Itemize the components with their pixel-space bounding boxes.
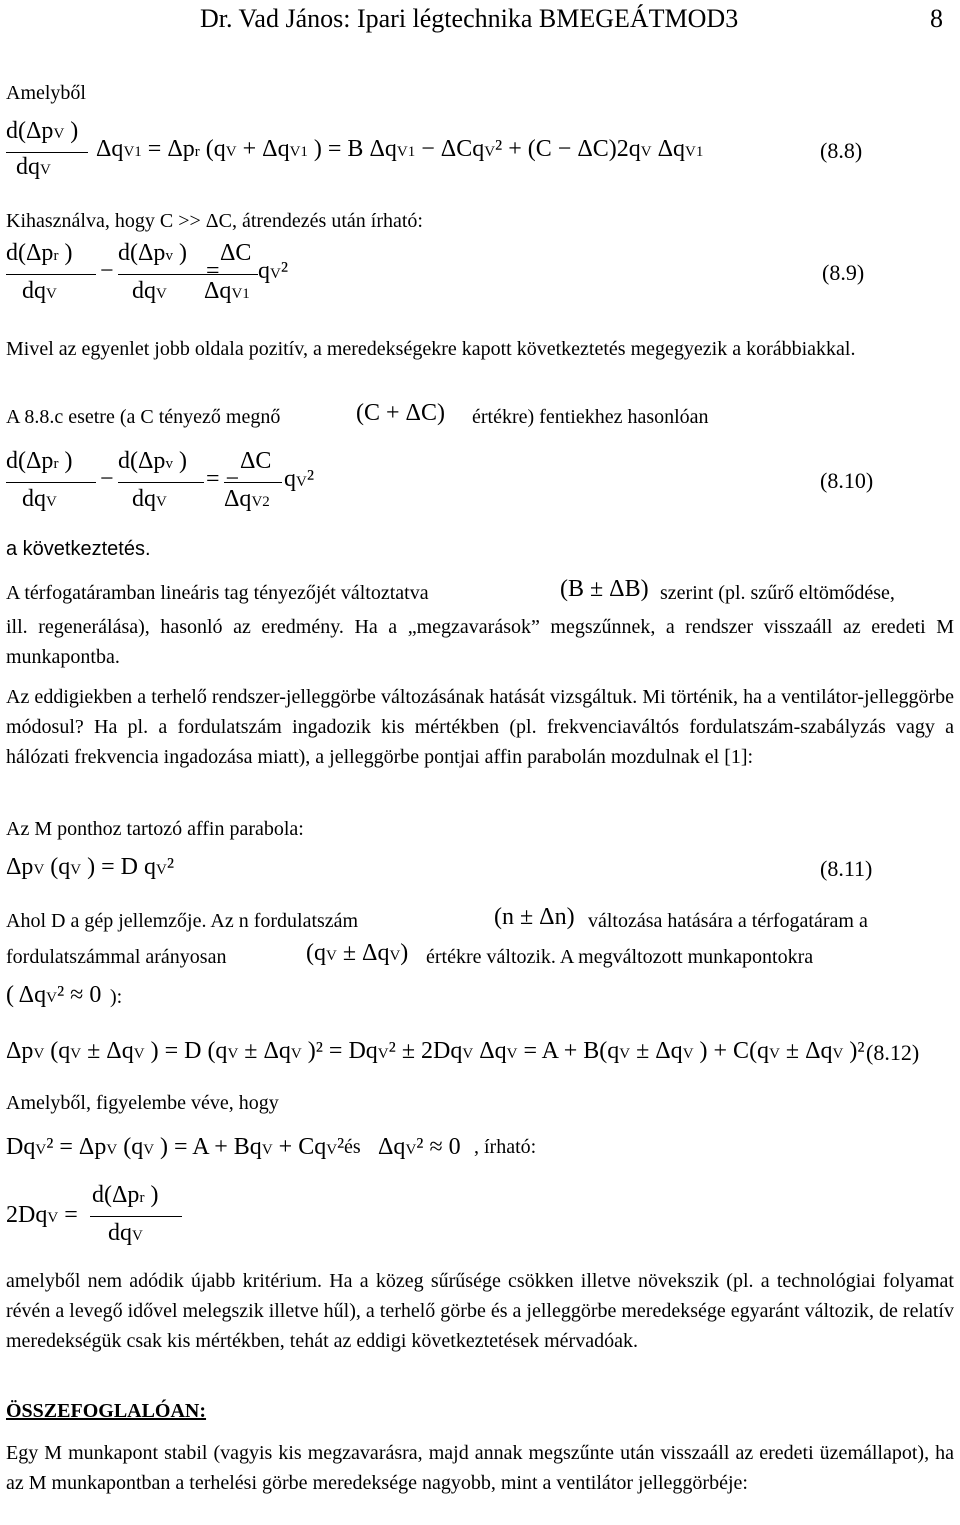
equation-number: (8.9) bbox=[822, 260, 865, 285]
paragraph-terfogat-line1: A térfogatáramban lineáris tag tényezőjét változtatva (B ± ΔB) szerint (pl. szűrő eltömődése, bbox=[6, 576, 895, 604]
page-header bbox=[0, 4, 960, 38]
paragraph-a88c: A 8.8.c esetre (a C tényező megnő (C + ΔC) értékre) fentiekhez hasonlóan bbox=[6, 400, 709, 428]
equation-number: (8.12) bbox=[866, 1040, 920, 1065]
paragraph-amelybol-3: amelyből nem adódik újabb kritérium. Ha a közeg sűrűsége csökken illetve növekszik (pl. a technológiai folyamat révén a levegő idővel melegszik illetve hűl), a terhelő görbe és a jelleggörbe meredeksége egyaránt változik, de relatív meredekségük csak kis mértékben, tehát az eddigi következtetések mérvadóak. bbox=[6, 1270, 954, 1352]
section-heading-osszefoglalo: ÖSSZEFOGLALÓAN: bbox=[6, 1400, 207, 1422]
paragraph-ahol-line2: fordulatszámmal arányosan (qV ± ΔqV) értékre változik. A megváltozott munkapontokra bbox=[6, 940, 814, 968]
equation-8-8: d(ΔpV ) dqV ΔqV1 = Δpr (qV + ΔqV1 ) = B ΔqV1 − ΔCqV² + (C − ΔC)2qV ΔqV1 (8.8) bbox=[6, 118, 863, 180]
paragraph-affin: Az M ponthoz tartozó affin parabola: bbox=[6, 818, 304, 840]
paragraph-terfogat-rest: ill. regenerálása), hasonló az eredmény. Ha a „megzavarások” megszűnnek, a rendszer visszaáll az eredeti M munkapontba. bbox=[6, 616, 954, 668]
equation-number: (8.10) bbox=[820, 468, 874, 493]
paragraph-kovetkeztetes: a következtetés. bbox=[6, 538, 151, 560]
equation-8-10: d(Δpr ) dqV − d(Δpv ) dqV = − ΔC ΔqV2 qV² (8.10) bbox=[6, 448, 874, 512]
equation-8-11: ΔpV (qV ) = D qV² (8.11) bbox=[6, 854, 873, 881]
equation-8-9: d(Δpr ) dqV − d(Δpv ) dqV = ΔC ΔqV1 qV² (8.9) bbox=[6, 240, 865, 304]
equation-number: (8.11) bbox=[820, 856, 873, 881]
paragraph-mivel: Mivel az egyenlet jobb oldala pozitív, a meredekségekre kapott következtetés megegyezik a korábbiakkal. bbox=[6, 338, 856, 360]
equation-number: (8.8) bbox=[820, 138, 863, 163]
page-number: 8 bbox=[930, 4, 943, 33]
paragraph-kihasznalva: Kihasználva, hogy C >> ΔC, átrendezés után írható: bbox=[6, 210, 423, 232]
equation-8-12: ΔpV (qV ± ΔqV ) = D (qV ± ΔqV )² = DqV² ± 2DqV ΔqV = A + B(qV ± ΔqV ) + C(qV ± ΔqV )² (8.12) bbox=[6, 1038, 920, 1065]
equation-dqv: DqV² = ΔpV (qV ) = A + BqV + CqV² és ΔqV² ≈ 0 , írható: bbox=[6, 1134, 537, 1160]
paragraph-amelybol-2: Amelyből, figyelembe véve, hogy bbox=[6, 1092, 279, 1114]
header-title: Dr. Vad János: Ipari légtechnika BMEGEÁTMOD3 bbox=[200, 4, 739, 33]
paragraph-amelybol: Amelyből bbox=[6, 82, 86, 104]
equation-2dqv: 2DqV = d(Δpr ) dqV bbox=[0, 1182, 960, 1254]
paragraph-ahol-line1: Ahol D a gép jellemzője. Az n fordulatszám (n ± Δn) változása hatására a térfogatáram a bbox=[6, 904, 868, 932]
paragraph-ahol-line3: ( ΔqV² ≈ 0 ): bbox=[6, 982, 123, 1008]
paragraph-egy-m: Egy M munkapont stabil (vagyis kis megzavarásra, majd annak megszűnte után visszaáll az eredeti üzemállapot), ha az M munkapontban a terhelési görbe meredeksége nagyobb, mint a ventilátor jelleggörbéje: bbox=[6, 1442, 954, 1494]
paragraph-eddigiekben: Az eddigiekben a terhelő rendszer-jelleggörbe változásának hatását vizsgáltuk. Mi történik, ha a ventilátor-jelleggörbe módosul? Ha pl. a fordulatszám ingadozik kis mértékben (pl. frekvenciaváltós fordulatszám-szabályzás vagy a hálózati frekvencia ingadozása miatt), a jelleggörbe pontjai affin parabolán mozdulnak el [1]: bbox=[6, 686, 954, 768]
